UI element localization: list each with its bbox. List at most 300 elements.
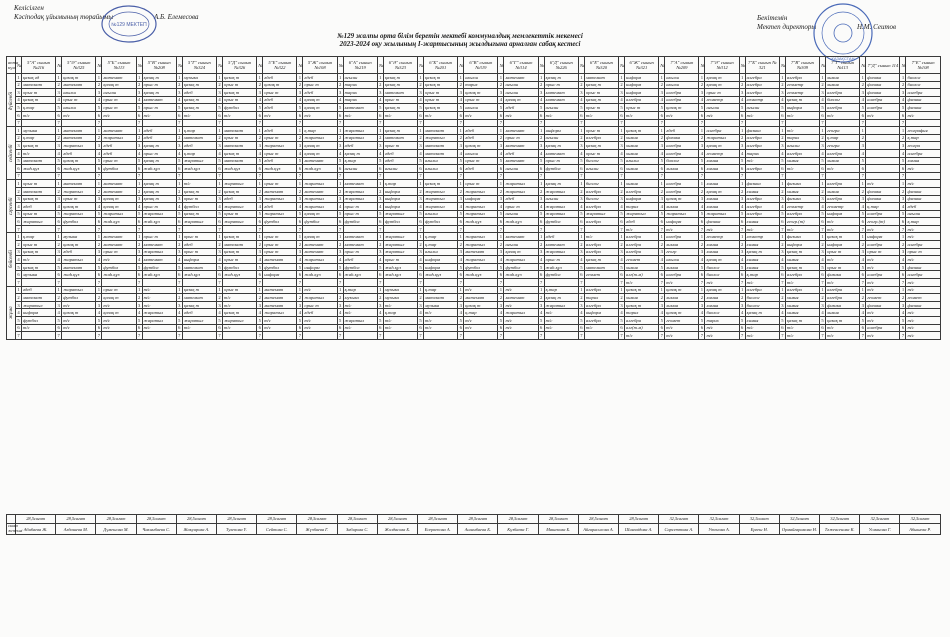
lesson-cell: ағылш	[504, 165, 538, 173]
lesson-cell: т/с	[866, 225, 900, 233]
lesson-number: 6	[901, 272, 905, 278]
lesson-cell	[62, 119, 96, 127]
lesson-cell: футбол	[303, 218, 337, 226]
lesson-number: 6	[57, 112, 60, 118]
lesson-number: 5	[379, 211, 382, 217]
lesson-number: 2	[419, 294, 422, 300]
lesson-number: 2	[379, 188, 382, 194]
lesson-number: 5	[17, 158, 20, 164]
lesson-number: 5	[218, 317, 221, 323]
lesson-cell	[223, 225, 257, 233]
lesson-cell: әдеб	[22, 286, 56, 294]
lesson-number: 7	[459, 279, 462, 285]
lesson-cell: т/с	[866, 309, 900, 317]
lesson-cell: тарих	[584, 294, 618, 302]
lesson-number: 1	[499, 287, 503, 293]
lesson-cell: математ	[303, 248, 337, 256]
lesson-cell: алгебра	[584, 286, 618, 294]
lesson-cell	[182, 119, 216, 127]
lesson-number: 2	[821, 294, 824, 300]
lesson-number: 2	[539, 82, 543, 88]
lesson-number: 5	[338, 105, 342, 111]
lesson-cell: жаратыл	[303, 134, 337, 142]
lesson-cell: қазақ т	[383, 127, 417, 135]
lesson-cell: физика	[705, 218, 739, 226]
lesson-cell: т/с	[584, 233, 618, 241]
lesson-number: 3	[97, 143, 101, 149]
lesson-number: 7	[781, 120, 784, 126]
lesson-cell	[424, 119, 458, 127]
lesson-number: 6	[17, 165, 20, 171]
lesson-cell: жаратыл	[544, 187, 578, 195]
lesson-number: 3	[741, 196, 744, 202]
lesson-number: 2	[660, 294, 663, 300]
class-teacher: Абибаева Ж.	[16, 524, 56, 535]
lesson-number: 7	[298, 226, 302, 232]
lesson-cell: алгебра	[745, 89, 779, 97]
lesson-cell: қазақ т	[383, 81, 417, 89]
lesson-cell: т/с	[142, 111, 176, 119]
lesson-cell: жаһ.құз	[62, 271, 96, 279]
lesson-cell: қ.тар	[383, 309, 417, 317]
lesson-cell: орыс т	[223, 96, 257, 104]
lesson-number: 5	[741, 264, 744, 270]
lesson-cell: алгебра	[665, 187, 699, 195]
lesson-cell: алгебра	[826, 286, 860, 294]
lesson-cell: қазақ т	[705, 256, 739, 264]
lesson-cell: т/с	[504, 301, 538, 309]
lesson-number: 3	[539, 302, 543, 308]
lesson-cell: қазақ т	[62, 157, 96, 165]
lesson-number: 5	[379, 264, 382, 270]
lesson-number: 4	[499, 310, 503, 316]
lesson-number: 3	[419, 89, 422, 95]
lesson-number: 2	[700, 294, 704, 300]
hours-total: 28,5сағат	[538, 515, 578, 524]
lesson-cell	[102, 225, 136, 233]
hours-total: 32,5сағат	[820, 515, 860, 524]
lesson-cell: математ	[544, 96, 578, 104]
lesson-number: 4	[137, 256, 141, 262]
lesson-number: 7	[620, 120, 623, 126]
lesson-number: 7	[137, 332, 141, 338]
lesson-cell: жаратыл	[464, 241, 498, 249]
lesson-cell	[665, 119, 699, 127]
lesson-cell: қ.тар	[745, 271, 779, 279]
lesson-number: 1	[57, 74, 60, 80]
lesson-cell: жаратыл	[464, 210, 498, 218]
lesson-number: 6	[580, 325, 583, 331]
lesson-cell: математ	[303, 187, 337, 195]
lesson-number: 1	[258, 287, 261, 293]
lesson-cell: физика	[785, 233, 819, 241]
lesson-cell: алгебра	[665, 233, 699, 241]
lesson-number: 2	[178, 241, 181, 247]
lesson-cell: ағылш	[705, 104, 739, 112]
lesson-number: 6	[338, 218, 342, 224]
lesson-cell: т/с	[62, 324, 96, 332]
lesson-number: 5	[539, 211, 543, 217]
lesson-number: 2	[781, 188, 784, 194]
weekday-label: жұма	[7, 286, 16, 339]
lesson-number: 1	[660, 74, 663, 80]
lesson-cell: т/с	[102, 256, 136, 264]
lesson-number: 3	[821, 196, 824, 202]
lesson-cell: информ	[383, 203, 417, 211]
lesson-cell	[102, 119, 136, 127]
lesson-cell: т/с	[906, 286, 940, 294]
lesson-number: 2	[861, 294, 864, 300]
page-title	[200, 32, 720, 48]
lesson-number: 5	[57, 317, 60, 323]
lesson-cell: жаратыл	[424, 195, 458, 203]
lesson-number: 1	[419, 287, 422, 293]
class-teacher: Чакимбаева С.	[136, 524, 176, 535]
lesson-number: 6	[97, 325, 101, 331]
lesson-cell: орыс т	[424, 89, 458, 97]
lesson-number: 2	[57, 82, 60, 88]
lesson-cell: жаратыл	[142, 210, 176, 218]
lesson-cell: алгебра	[906, 271, 940, 279]
lesson-cell: химия	[625, 142, 659, 150]
lesson-cell: жаратыл	[62, 142, 96, 150]
table-row	[7, 279, 941, 287]
class-teacher: Ергеш Н.	[739, 524, 779, 535]
lesson-number: 5	[700, 317, 704, 323]
lesson-number: 3	[379, 143, 382, 149]
lesson-cell: алгебра	[665, 96, 699, 104]
lesson-number: 5	[298, 211, 302, 217]
lesson-cell: жаратыл	[544, 248, 578, 256]
lesson-number: 5	[861, 105, 864, 111]
lesson-number: 3	[57, 302, 60, 308]
lesson-number: 7	[539, 226, 543, 232]
lesson-number: 1	[178, 234, 181, 240]
lesson-number: 2	[338, 294, 342, 300]
lesson-cell: қазақ т	[464, 89, 498, 97]
lesson-cell: әдеб	[142, 127, 176, 135]
lesson-cell	[424, 332, 458, 340]
class-teacher: Ашимбаева Б.	[458, 524, 498, 535]
hours-total: 28,5сағат	[418, 515, 458, 524]
lesson-number: 2	[17, 82, 20, 88]
lesson-number: 6	[137, 272, 141, 278]
lesson-cell: қазақ т	[705, 142, 739, 150]
lesson-number: 6	[379, 272, 382, 278]
approval-left-name: А.Б. Елемесова	[154, 13, 199, 21]
hours-total: 28,5сағат	[136, 515, 176, 524]
lesson-number: 5	[17, 211, 20, 217]
lesson-number: 5	[57, 105, 60, 111]
lesson-cell: футбол	[424, 218, 458, 226]
lesson-cell: т/с	[906, 324, 940, 332]
lesson-cell: геометр	[785, 81, 819, 89]
lesson-number: 3	[379, 89, 382, 95]
lesson-cell: геомет	[625, 256, 659, 264]
lesson-number: 4	[539, 150, 543, 156]
lesson-number: 6	[379, 218, 382, 224]
lesson-cell: математ	[504, 142, 538, 150]
timetable-grid	[6, 56, 941, 340]
lesson-number: 4	[178, 203, 181, 209]
lesson-cell	[464, 279, 498, 287]
lesson-number: 3	[781, 249, 784, 255]
lesson-number: 4	[258, 310, 261, 316]
lesson-cell: информ	[182, 256, 216, 264]
lesson-cell	[866, 134, 900, 142]
lesson-cell: физика	[906, 263, 940, 271]
lesson-number: 4	[700, 97, 704, 103]
lesson-number: 6	[17, 272, 20, 278]
lesson-cell: химия	[705, 203, 739, 211]
lesson-cell: тарих	[343, 89, 377, 97]
lesson-number-header: №	[56, 57, 62, 74]
lesson-number: 6	[379, 112, 382, 118]
lesson-cell: жаһ.құз	[62, 165, 96, 173]
lesson-number: 7	[57, 279, 60, 285]
lesson-number: 3	[539, 89, 543, 95]
lesson-cell: химия	[705, 241, 739, 249]
lesson-number: 2	[419, 188, 422, 194]
lesson-cell: ағылш	[62, 89, 96, 97]
lesson-number: 5	[861, 158, 864, 164]
lesson-number: 5	[419, 264, 422, 270]
lesson-cell: жаратыл	[223, 203, 257, 211]
lesson-number: 3	[499, 302, 503, 308]
lesson-cell: қазақ т	[102, 309, 136, 317]
lesson-cell: химия	[745, 256, 779, 264]
lesson-cell: химия	[665, 263, 699, 271]
lesson-number: 4	[660, 310, 663, 316]
lesson-cell: математ	[343, 104, 377, 112]
lesson-cell: геометр	[705, 149, 739, 157]
hours-total: 28,5сағат	[619, 515, 659, 524]
lesson-number: 6	[821, 272, 824, 278]
lesson-number: 7	[620, 332, 623, 338]
lesson-number: 4	[218, 97, 221, 103]
lesson-cell: орыс т	[343, 248, 377, 256]
lesson-number: 1	[338, 74, 342, 80]
lesson-cell: жаратыл	[142, 248, 176, 256]
lesson-number: 3	[620, 89, 623, 95]
hours-total: 28,5сағат	[377, 515, 417, 524]
class-teacher: Дүмешова М.	[96, 524, 136, 535]
hours-total: 28,5сағат	[498, 515, 538, 524]
lesson-cell	[705, 172, 739, 180]
lesson-number: 3	[580, 249, 583, 255]
lesson-cell: жаратыл	[504, 187, 538, 195]
hours-total: 28,5сағат	[96, 515, 136, 524]
lesson-number: 4	[97, 310, 101, 316]
lesson-number: 4	[459, 150, 462, 156]
class-teacher: Сарсеттова А.	[659, 524, 699, 535]
lesson-number: 1	[580, 127, 583, 133]
approval-right-position: Мектеп директоры	[757, 23, 817, 31]
lesson-number: 7	[137, 120, 141, 126]
lesson-cell: геогра	[906, 142, 940, 150]
table-row	[7, 324, 941, 332]
lesson-number: 3	[338, 89, 342, 95]
lesson-number: 7	[57, 332, 60, 338]
lesson-cell: т/с	[263, 324, 297, 332]
lesson-number: 1	[97, 181, 101, 186]
lesson-number: 2	[419, 135, 422, 141]
lesson-number: 5	[821, 158, 824, 164]
lesson-cell: әдеб	[182, 241, 216, 249]
lesson-number: 4	[741, 310, 744, 316]
lesson-number: 5	[700, 211, 704, 217]
lesson-number: 6	[17, 325, 20, 331]
lesson-number: 3	[137, 143, 141, 149]
lesson-number: 1	[137, 181, 141, 186]
lesson-number: 1	[660, 287, 663, 293]
class-header: 7"Б" сынып № 321	[745, 57, 779, 74]
lesson-cell: химия	[826, 187, 860, 195]
lesson-cell: орыс т	[62, 195, 96, 203]
lesson-cell: қазақ т	[22, 263, 56, 271]
lesson-cell: т/с	[745, 324, 779, 332]
lesson-cell: биолог	[705, 309, 739, 317]
lesson-cell: математ	[383, 89, 417, 97]
lesson-cell: жаратыл	[102, 134, 136, 142]
lesson-cell: алгебра	[866, 210, 900, 218]
lesson-cell: т/с	[826, 225, 860, 233]
lesson-number: 3	[901, 196, 905, 202]
lesson-cell: математ	[343, 241, 377, 249]
lesson-cell: футбол	[263, 218, 297, 226]
lesson-cell: жаратыл	[223, 180, 257, 188]
lesson-number: 1	[379, 127, 382, 133]
lesson-cell: қазақ т	[142, 195, 176, 203]
lesson-number: 7	[218, 173, 221, 179]
lesson-cell: қазақ т	[223, 89, 257, 97]
lesson-number: 2	[459, 82, 462, 88]
lesson-cell	[745, 119, 779, 127]
union-stamp-text: №129 МЕКТЕП	[111, 22, 147, 28]
lesson-number: 4	[861, 203, 864, 209]
lesson-number: 5	[137, 264, 141, 270]
table-row	[7, 111, 941, 119]
lesson-cell: т/с	[906, 111, 940, 119]
lesson-cell: математ	[383, 134, 417, 142]
lesson-number: 4	[580, 97, 583, 103]
lesson-number: 2	[821, 188, 824, 194]
lesson-number: 4	[97, 203, 101, 209]
lesson-cell: орыс т	[584, 89, 618, 97]
class-teacher: Машекова Б.	[538, 524, 578, 535]
lesson-number: 2	[861, 82, 864, 88]
class-header: 5"Ә" сынып №325	[62, 57, 96, 74]
class-teacher: Тәжеасенова К.	[820, 524, 860, 535]
lesson-number: 1	[781, 181, 784, 186]
lesson-number: 7	[539, 173, 543, 179]
lesson-cell: т/с	[303, 111, 337, 119]
lesson-number: 6	[218, 112, 221, 118]
approval-left-title: Келісілген	[14, 4, 44, 12]
lesson-cell	[464, 172, 498, 180]
lesson-number: 3	[861, 143, 864, 149]
lesson-cell: футбол	[142, 263, 176, 271]
lesson-cell: футбол	[182, 203, 216, 211]
lesson-number: 3	[97, 89, 101, 95]
lesson-number: 7	[218, 332, 221, 338]
lesson-number: 7	[57, 173, 60, 179]
lesson-number: 7	[580, 120, 583, 126]
lesson-cell: қазақ т	[464, 142, 498, 150]
lesson-number: 3	[781, 302, 784, 308]
lesson-number: 7	[660, 120, 663, 126]
lesson-number: 6	[861, 165, 864, 171]
lesson-cell: биолог	[906, 81, 940, 89]
lesson-number: 3	[741, 249, 744, 255]
lesson-cell: жаратыл	[182, 317, 216, 325]
lesson-cell: футбол	[464, 263, 498, 271]
lesson-cell: әдеб	[906, 203, 940, 211]
lesson-cell: қазақ т	[584, 96, 618, 104]
lesson-number: 1	[379, 234, 382, 240]
lesson-number: 4	[539, 310, 543, 316]
lesson-cell: жаһ.құз	[142, 218, 176, 226]
lesson-number: 4	[861, 256, 864, 262]
lesson-cell: химия	[665, 241, 699, 249]
lesson-number: 5	[499, 158, 503, 164]
lesson-cell	[263, 172, 297, 180]
lesson-cell: геомет	[866, 294, 900, 302]
lesson-cell: қазақ т	[745, 309, 779, 317]
lesson-cell	[544, 279, 578, 287]
lesson-number: 7	[258, 226, 261, 232]
lesson-number: 1	[580, 181, 583, 186]
lesson-cell: геометр	[705, 233, 739, 241]
lesson-number: 5	[298, 105, 302, 111]
lesson-cell	[263, 332, 297, 340]
lesson-number: 3	[97, 196, 101, 202]
lesson-cell: орыс т	[263, 89, 297, 97]
lesson-number: 3	[700, 249, 704, 255]
lesson-cell	[303, 332, 337, 340]
lesson-number: 6	[539, 112, 543, 118]
lesson-cell: химия	[745, 241, 779, 249]
lesson-number: 7	[17, 226, 20, 232]
lesson-number: 6	[298, 325, 302, 331]
lesson-cell	[745, 172, 779, 180]
lesson-cell: алгебра	[665, 149, 699, 157]
lesson-cell: биолог	[705, 263, 739, 271]
footer-table	[6, 514, 941, 535]
lesson-cell: т/с	[22, 111, 56, 119]
lesson-number: 5	[901, 211, 905, 217]
lesson-number: 5	[178, 211, 181, 217]
lesson-cell: жаратыл	[263, 195, 297, 203]
lesson-number: 6	[539, 218, 543, 224]
lesson-number: 7	[379, 226, 382, 232]
lesson-number: 6	[781, 112, 784, 118]
table-row	[7, 74, 941, 82]
lesson-number: 7	[700, 332, 704, 338]
lesson-cell: алгебра	[584, 203, 618, 211]
lesson-number: 3	[741, 143, 744, 149]
lesson-cell	[343, 172, 377, 180]
lesson-number: 3	[338, 196, 342, 202]
lesson-cell: математ	[62, 180, 96, 188]
lesson-cell: қазақ т	[303, 104, 337, 112]
lesson-cell: т/с	[745, 111, 779, 119]
lesson-number: 6	[137, 112, 141, 118]
lesson-number: 7	[97, 173, 101, 179]
lesson-number: 1	[580, 74, 583, 80]
lesson-cell: футбол	[62, 294, 96, 302]
lesson-cell	[464, 119, 498, 127]
